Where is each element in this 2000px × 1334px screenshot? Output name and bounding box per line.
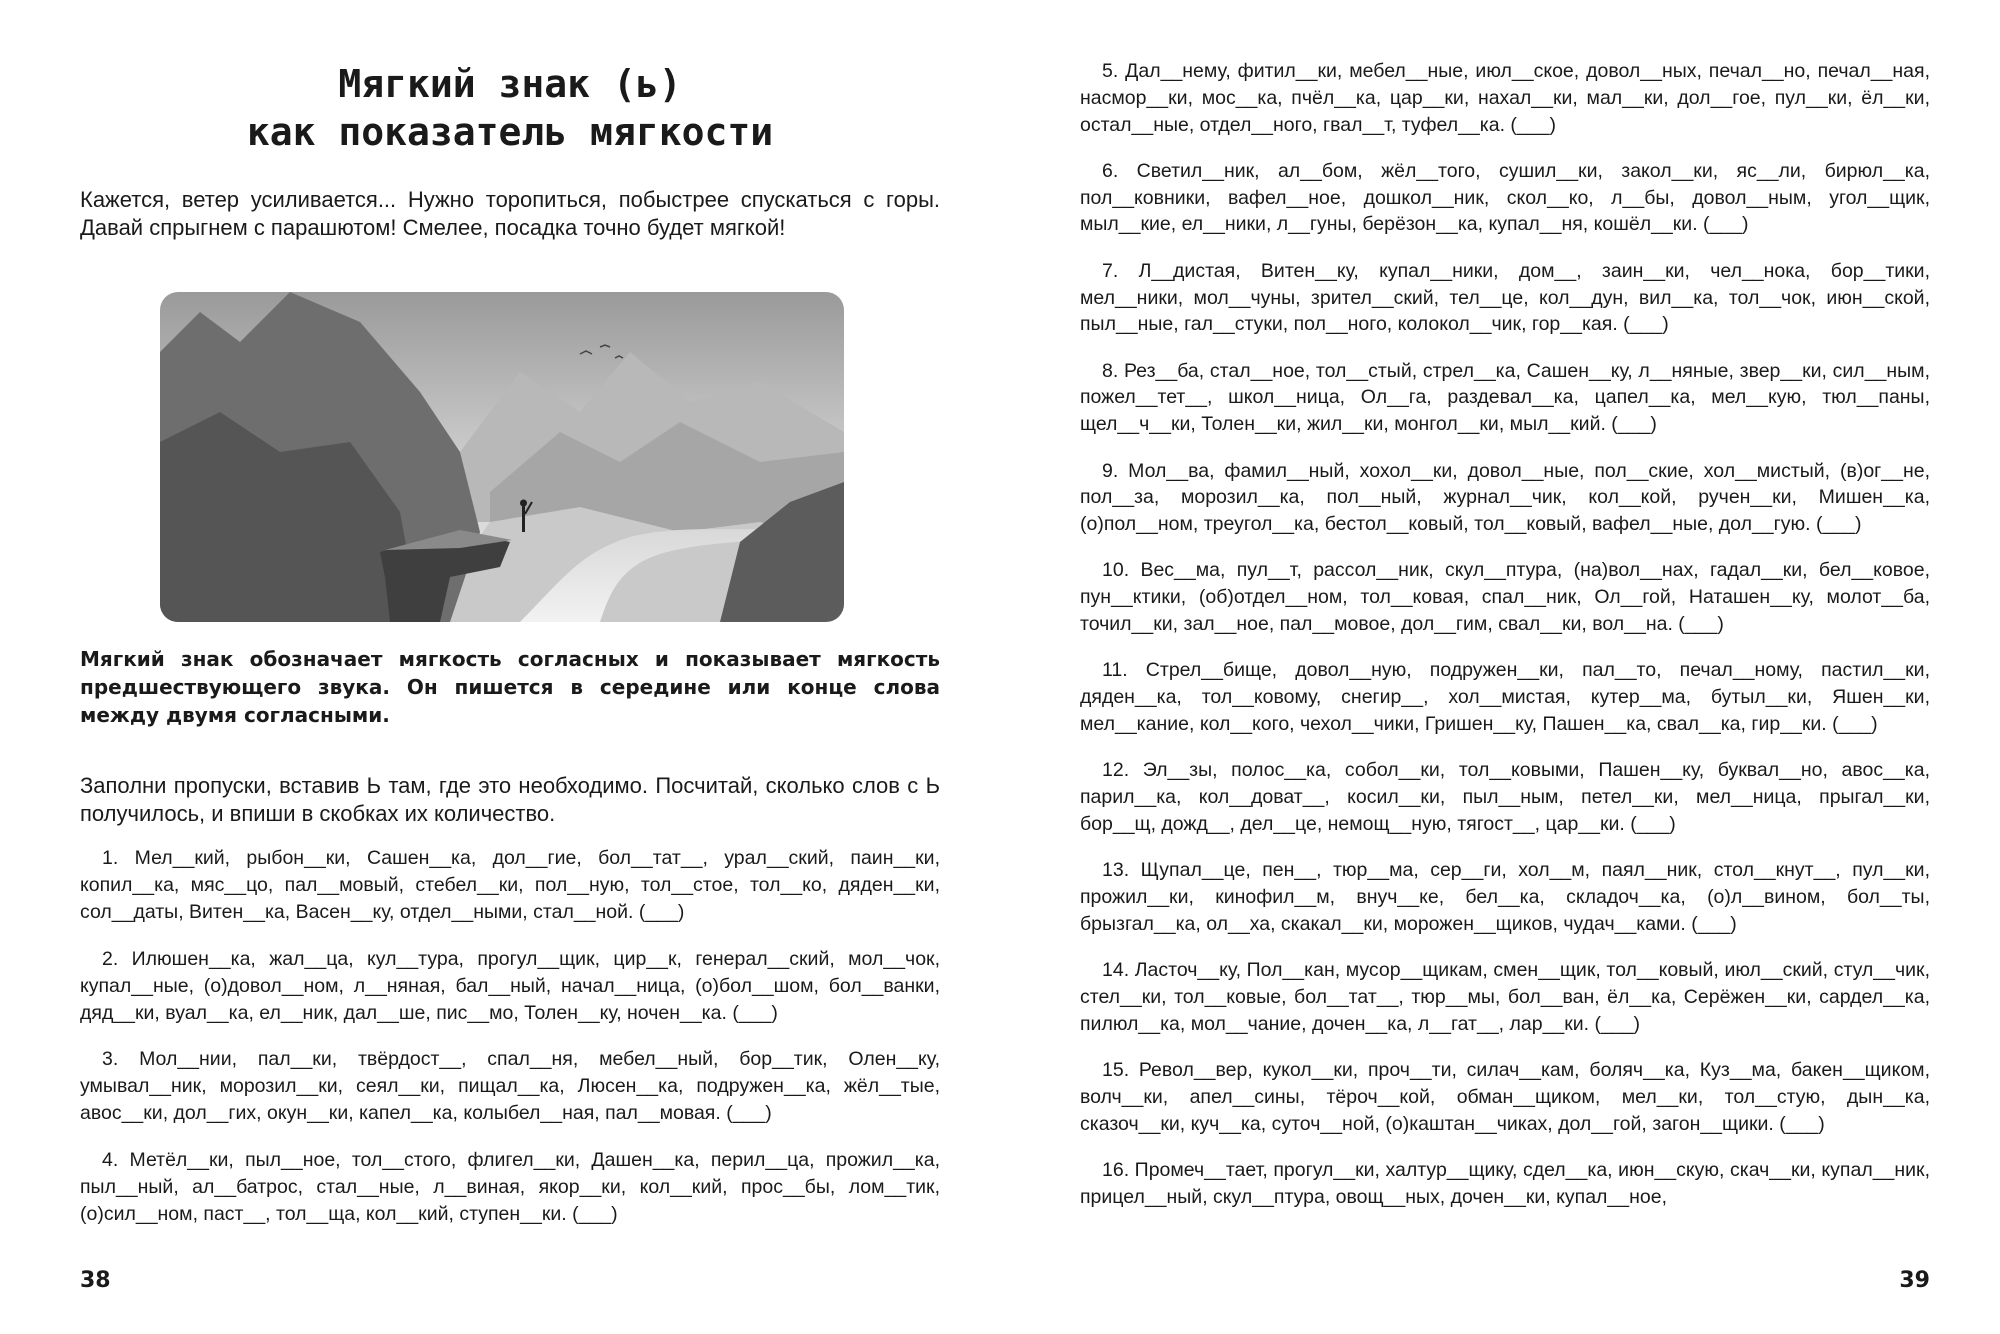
exercise-item: 16. Промеч__тает, прогул__ки, халтур__щику, сдел__ка, июн__скую, скач__ки, купал__ник, прицел__ный, скул__птура, овощ__ных, дочен__ки, купал__ное,: [1080, 1158, 1930, 1208]
exercise-item: 12. Эл__зы, полос__ка, собол__ки, тол__ковыми, Пашен__ку, буквал__но, авос__ка, парил__ка, кол__доват__, косил__ки, пыл__ным, петел__ки, мел__ница, прыгал__ки, бор__щ, дожд__, дел__це, немощ__ную, тягост__, цар__ки. (___): [1080, 759, 1930, 835]
title-line-1: Мягкий знак (ь): [338, 62, 682, 106]
page-number-right: 39: [1899, 1268, 1930, 1293]
exercise-item: 2. Илюшен__ка, жал__ца, кул__тура, прогул__щик, цир__к, генерал__ский, мол__чок, купал__ные, (о)довол__ном, л__няная, бал__ный, начал__ница, (о)бол__шом, бол__ванки, дяд__ки, вуал__ка, ел__ник, дал__ше, пис__мо, Толен__ку, ночен__ка. (___): [80, 947, 940, 1024]
right-page: [1000, 0, 2000, 1334]
exercise-item: 4. Метёл__ки, пыл__ное, тол__стого, флигел__ки, Дашен__ка, перил__ца, прожил__ка, пыл__ный, ал__батрос, стал__ные, л__виная, якор__ки, кол__кий, прос__бы, лом__тик, (о)сил__ном, паст__, тол__ща, кол__кий, ступен__ки. (___): [80, 1148, 940, 1225]
page-number-left: 38: [80, 1268, 111, 1293]
exercise-item: 7. Л__дистая, Витен__ку, купал__ники, дом__, заин__ки, чел__нока, бор__тики, мел__ники, мол__чуны, зрител__ский, тел__це, кол__дун, вил__ка, тол__чок, июн__ской, пыл__ные, гал__стуки, пол__ного, колокол__чик, гор__кая. (___): [1080, 259, 1930, 336]
exercise-item: 9. Мол__ва, фамил__ный, хохол__ки, довол__ные, пол__ские, хол__мистый, (в)ог__не, пол__за, морозил__ка, пол__ный, журнал__чик, кол__кой, ручен__ки, Мишен__ка, (о)пол__ном, треугол__ка, бестол__ковый, тол__ковый, вафел__ные, дол__гую. (___): [1080, 459, 1930, 536]
exercise-item: 11. Стрел__бище, довол__ную, подружен__ки, пал__то, печал__ному, пастил__ки, дяден__ка, тол__ковому, снегир__, хол__мистая, кутер__ма, бутыл__ки, Яшен__ки, мел__кание, кол__кого, чехол__чики, Гришен__ку, Пашен__ка, свал__ка, гир__ки. (___): [1080, 659, 1930, 735]
title-line-2: как показатель мягкости: [246, 110, 774, 154]
exercise-item: 5. Дал__нему, фитил__ки, мебел__ные, июл__ское, довол__ных, печал__но, печал__ная, насмор__ки, мос__ка, пчёл__ка, цар__ки, нахал__ки, мал__ки, дол__гое, пул__ки, ёл__ки, остал__ные, отдел__ного, гвал__т, туфел__ка. (___): [1080, 60, 1930, 136]
exercise-item: 6. Светил__ник, ал__бом, жёл__того, сушил__ки, закол__ки, яс__ли, бирюл__ка, пол__ковники, вафел__ное, дошкол__ник, скол__ко, л__бы, довол__ным, угол__щик, мыл__кие, ел__ники, л__гуны, берёзон__ка, купал__ня, кошёл__ки. (___): [1080, 159, 1930, 236]
exercise-item: 14. Ласточ__ку, Пол__кан, мусор__щикам, смен__щик, тол__ковый, июл__ский, стул__чик, стел__ки, тол__ковые, бол__тат__, тюр__мы, бол__ван, ёл__ка, Серёжен__ки, сардел__ка, пилюл__ка, мол__чание, дочен__ка, л__гат__, лар__ки. (___): [1080, 959, 1930, 1035]
exercise-list-right: [1080, 58, 1930, 1215]
exercise-item: 10. Вес__ма, пул__т, рассол__ник, скул__птура, (на)вол__нах, гадал__ки, бел__ковое, пун__ктики, (об)отдел__ном, тол__ковая, спал__ник, Ол__гой, Наташен__ку, молот__ба, точил__ки, зал__ное, пал__мовое, дол__гим, свал__ки, вол__на. (___): [1080, 559, 1930, 636]
exercise-item: 3. Мол__нии, пал__ки, твёрдост__, спал__ня, мебел__ный, бор__тик, Олен__ку, умывал__ник, морозил__ки, сеял__ки, пищал__ка, Люсен__ка, подружен__ка, жёл__тые, авос__ки, дол__гих, окун__ки, капел__ка, колыбел__ная, пал__мовая. (___): [80, 1048, 940, 1124]
exercise-item: 1. Мел__кий, рыбон__ки, Сашен__ка, дол__гие, бол__тат__, урал__ский, паин__ки, копил__ка, мяс__цо, пал__мовый, стебел__ки, пол__ную, тол__стое, тол__ко, дяден__ки, сол__даты, Витен__ка, Васен__ку, отдел__ными, стал__ной. (___): [80, 847, 940, 923]
exercise-item: 8. Рез__ба, стал__ное, тол__стый, стрел__ка, Сашен__ку, л__няные, звер__ки, сил__ным, пожел__тет__, школ__ница, Ол__га, раздевал__ка, цапел__ка, мел__кую, тюл__паны, щел__ч__ки, Толен__ки, жил__ки, монгол__ки, мыл__кий. (___): [1080, 359, 1930, 436]
exercise-list-left: [80, 845, 940, 1234]
rule-paragraph: Мягкий знак обозначает мягкость согласных и показывает мягкость предшествующего звука. Он пишется в середине или конце слова между двумя согласными.: [80, 647, 940, 727]
exercise-item: 13. Щупал__це, пен__, тюр__ма, сер__ги, хол__м, паял__ник, стол__кнут__, пул__ки, прожил__ки, кинофил__м, внуч__ке, бел__ка, складоч__ка, (о)л__вином, бол__ты, брызгал__ка, ол__ха, скакал__ки, морожен__щиков, чудач__ками. (___): [1080, 859, 1930, 935]
mountain-illustration-svg: [160, 292, 844, 622]
task-instruction: Заполни пропуски, вставив Ь там, где это необходимо. Посчитай, сколько слов с Ь получилось, и впиши в скобках их количество.: [80, 773, 940, 826]
page-title: [80, 60, 940, 156]
exercise-item: 15. Револ__вер, кукол__ки, проч__ти, силач__кам, боляч__ка, Куз__ма, бакен__щиком, волч__ки, апел__сины, тёроч__кой, обман__щиком, мел__ки, тол__стую, дын__ка, сказоч__ки, куч__ка, суточ__ной, (о)каштан__чиках, дол__гой, загон__щики. (___): [1080, 1058, 1930, 1135]
mountain-illustration: [160, 292, 844, 622]
intro-paragraph: Кажется, ветер усиливается... Нужно торопиться, побыстрее спускаться с горы. Давай спрыгнем с парашютом! Смелее, посадка точно будет мягкой!: [80, 187, 940, 240]
